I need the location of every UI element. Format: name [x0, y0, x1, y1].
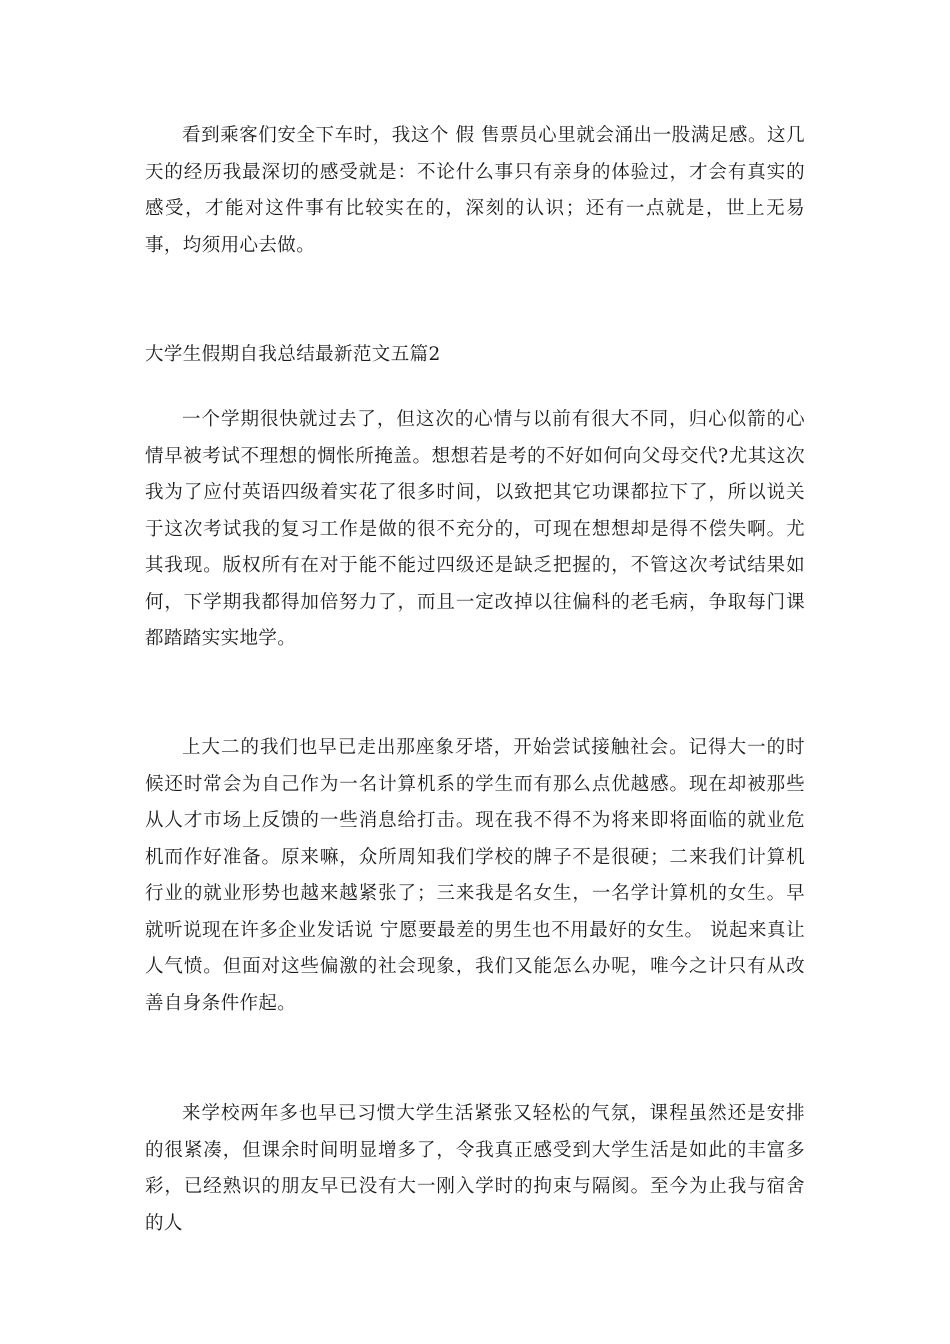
section-title: 大学生假期自我总结最新范文五篇2 — [145, 344, 441, 365]
paragraph-4: 来学校两年多也早已习惯大学生活紧张又轻松的气氛，课程虽然还是安排的很紧凑，但课余时间明显增多了，令我真正感受到大学生活是如此的丰富多彩，已经熟识的朋友早已没有大一刚入学时的拘束与隔阂。至今为止我与宿舍的人 — [145, 1103, 805, 1234]
paragraph-1: 看到乘客们安全下车时，我这个 假 售票员心里就会涌出一股满足感。这几天的经历我最深切的感受就是：不论什么事只有亲身的体验过，才会有真实的感受，才能对这件事有比较实在的，深刻的认识；还有一点就是，世上无易事，均须用心去做。 — [145, 125, 805, 256]
paragraph-3: 上大二的我们也早已走出那座象牙塔，开始尝试接触社会。记得大一的时候还时常会为自己作为一名计算机系的学生而有那么点优越感。现在却被那些从人才市场上反馈的一些消息给打击。现在我不得不为将来即将面临的就业危机而作好准备。原来嘛，众所周知我们学校的牌子不是很硬；二来我们计算机行业的就业形势也越来越紧张了；三来我是名女生，一名学计算机的女生。早就听说现在许多企业发话说 宁愿要最差的男生也不用最好的女生。 说起来真让人气愤。但面对这些偏激的社会现象，我们又能怎么办呢，唯今之计只有从改善自身条件作起。 — [145, 737, 805, 1014]
paragraph-2: 一个学期很快就过去了，但这次的心情与以前有很大不同，归心似箭的心情早被考试不理想的惆怅所掩盖。想想若是考的不好如何向父母交代?尤其这次我为了应付英语四级着实花了很多时间，以致把其它功课都拉下了，所以说关于这次考试我的复习工作是做的很不充分的，可现在想想却是得不偿失啊。尤其我现。版权所有在对于能不能过四级还是缺乏把握的，不管这次考试结果如何，下学期我都得加倍努力了，而且一定改掉以往偏科的老毛病，争取每门课都踏踏实实地学。 — [145, 409, 805, 649]
